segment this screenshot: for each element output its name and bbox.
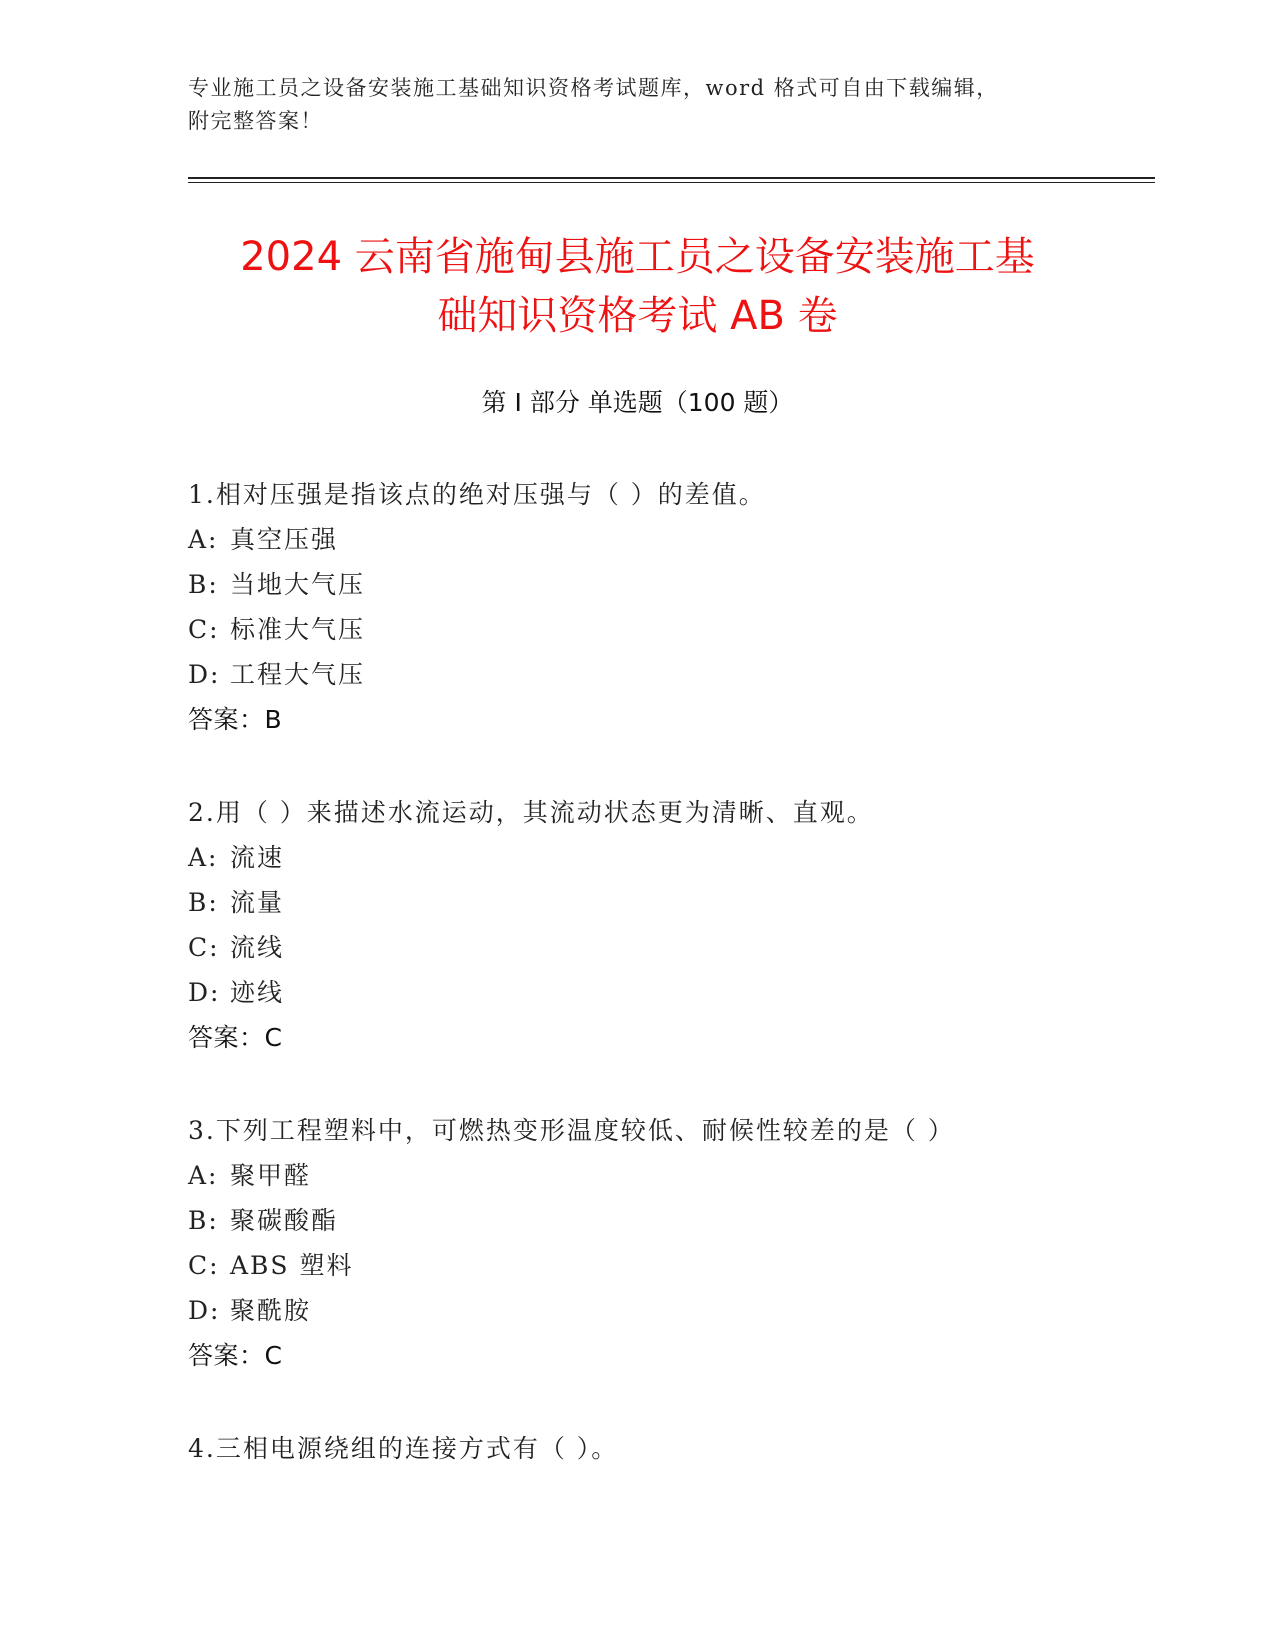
question-3: [188, 1114, 1088, 1373]
option-text: 当地大气压: [230, 570, 366, 599]
question-stem: 1.相对压强是指该点的绝对压强与（ ）的差值。: [188, 480, 766, 509]
option-key: B:: [188, 1206, 219, 1235]
option-text: 流线: [230, 933, 285, 962]
question-stem: 4.三相电源绕组的连接方式有（ ）。: [188, 1434, 619, 1463]
option-b: [188, 568, 1088, 602]
option-d: [188, 976, 1088, 1010]
header-note-line-1: 专业施工员之设备安装施工基础知识资格考试题库，word 格式可自由下载编辑，: [188, 76, 999, 100]
option-text: 标准大气压: [230, 615, 366, 644]
document-title-line-2: 础知识资格考试 AB 卷: [437, 293, 838, 339]
option-text: ABS 塑料: [230, 1251, 354, 1280]
option-a: [188, 1159, 1088, 1193]
answer-line: 答案：B: [188, 705, 283, 734]
question-stem: 2.用（ ）来描述水流运动，其流动状态更为清晰、直观。: [188, 798, 874, 827]
option-d: [188, 658, 1088, 692]
header-divider-thick: [188, 177, 1155, 179]
option-text: 聚甲醛: [230, 1161, 312, 1190]
answer-line: 答案：C: [188, 1023, 283, 1052]
option-key: C:: [188, 1251, 220, 1280]
question-stem: 3.下列工程塑料中，可燃热变形温度较低、耐候性较差的是（ ）: [188, 1116, 955, 1145]
option-a: [188, 841, 1088, 875]
option-text: 流速: [230, 843, 285, 872]
option-key: A:: [188, 843, 219, 872]
question-2: [188, 796, 1088, 1055]
option-text: 聚酰胺: [230, 1296, 312, 1325]
option-key: A:: [188, 525, 219, 554]
option-key: C:: [188, 933, 220, 962]
option-key: B:: [188, 888, 219, 917]
option-key: A:: [188, 1161, 219, 1190]
answer-line: 答案：C: [188, 1341, 283, 1370]
option-text: 聚碳酸酯: [230, 1206, 339, 1235]
option-key: D:: [188, 660, 221, 689]
option-key: D:: [188, 978, 221, 1007]
option-d: [188, 1294, 1088, 1328]
option-text: 工程大气压: [230, 660, 366, 689]
option-c: [188, 613, 1088, 647]
section-heading: 第 I 部分 单选题（100 题）: [481, 388, 794, 417]
option-key: B:: [188, 570, 219, 599]
option-c: [188, 1249, 1088, 1283]
header-note-line-2: 附完整答案！: [188, 109, 323, 133]
option-a: [188, 523, 1088, 557]
option-key: D:: [188, 1296, 221, 1325]
header-note: [188, 72, 1078, 138]
question-4: [188, 1432, 1088, 1477]
option-b: [188, 886, 1088, 920]
document-title: [160, 228, 1115, 346]
option-text: 真空压强: [230, 525, 339, 554]
question-1: [188, 478, 1088, 737]
option-text: 迹线: [230, 978, 285, 1007]
option-b: [188, 1204, 1088, 1238]
header-divider-thin: [188, 182, 1155, 183]
option-c: [188, 931, 1088, 965]
document-title-line-1: 2024 云南省施甸县施工员之设备安装施工基: [240, 234, 1035, 280]
option-text: 流量: [230, 888, 285, 917]
option-key: C:: [188, 615, 220, 644]
